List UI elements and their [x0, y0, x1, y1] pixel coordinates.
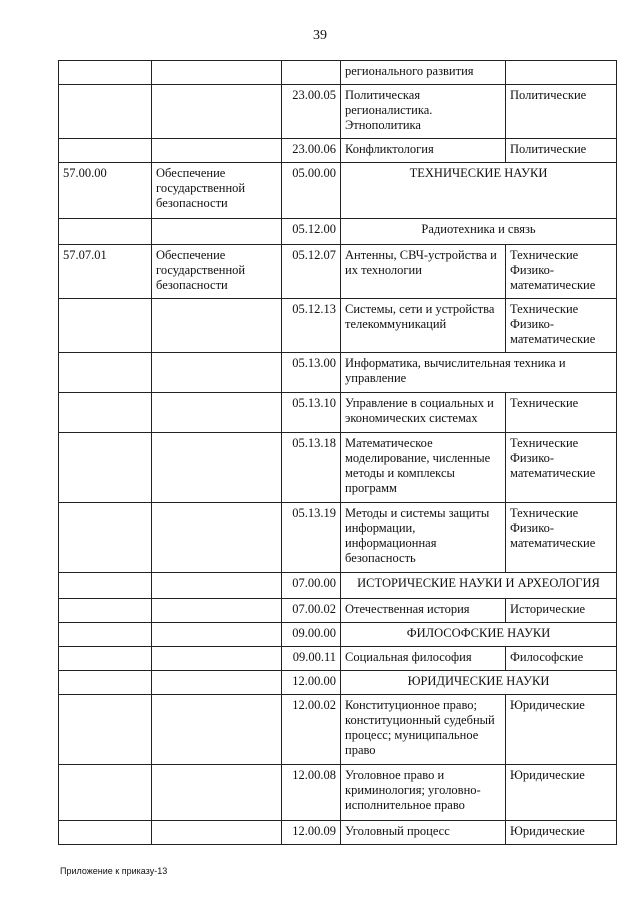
specialty-title: Математическое моделирование, численные методы и комплексы программ	[341, 433, 506, 503]
program-code	[59, 299, 152, 353]
program-name	[152, 503, 282, 573]
table-row	[59, 623, 617, 647]
specialty-code: 23.00.06	[282, 139, 341, 163]
program-name	[152, 433, 282, 503]
program-name	[152, 599, 282, 623]
table-row	[59, 245, 617, 299]
specialty-title: Управление в социальных и экономических системах	[341, 393, 506, 433]
table-row	[59, 599, 617, 623]
table-row	[59, 503, 617, 573]
program-code	[59, 821, 152, 845]
specialty-title: Информатика, вычислительная техника и управление	[341, 353, 617, 393]
program-name	[152, 139, 282, 163]
specialty-code: 05.12.13	[282, 299, 341, 353]
table-row	[59, 163, 617, 219]
program-name	[152, 299, 282, 353]
table-body	[59, 61, 617, 845]
program-name	[152, 695, 282, 765]
document-footer: Приложение к приказу-13	[60, 866, 168, 876]
specialty-code: 05.13.18	[282, 433, 341, 503]
specialty-code: 09.00.11	[282, 647, 341, 671]
degree-branch: Технические Физико-математические	[506, 299, 617, 353]
degree-branch: Технические Физико-математические	[506, 245, 617, 299]
section-heading: ФИЛОСОФСКИЕ НАУКИ	[341, 623, 617, 647]
section-heading: ТЕХНИЧЕСКИЕ НАУКИ	[341, 163, 617, 219]
specialty-code: 07.00.00	[282, 573, 341, 599]
program-code	[59, 85, 152, 139]
program-code	[59, 219, 152, 245]
section-heading: Радиотехника и связь	[341, 219, 617, 245]
degree-branch: Технические Физико-математические	[506, 503, 617, 573]
program-code	[59, 623, 152, 647]
degree-branch: Технические Физико-математические	[506, 433, 617, 503]
program-name	[152, 671, 282, 695]
specialty-title: Системы, сети и устройства телекоммуникаций	[341, 299, 506, 353]
degree-branch: Исторические	[506, 599, 617, 623]
table-row	[59, 821, 617, 845]
specialty-code: 05.13.19	[282, 503, 341, 573]
program-code	[59, 765, 152, 821]
specialty-code: 12.00.08	[282, 765, 341, 821]
specialty-code: 09.00.00	[282, 623, 341, 647]
table-row	[59, 573, 617, 599]
program-name	[152, 765, 282, 821]
degree-branch: Политические	[506, 139, 617, 163]
table-row	[59, 671, 617, 695]
specialty-title: Конфликтология	[341, 139, 506, 163]
degree-branch: Юридические	[506, 821, 617, 845]
program-name	[152, 85, 282, 139]
program-name	[152, 61, 282, 85]
program-code: 57.00.00	[59, 163, 152, 219]
specialty-code: 07.00.02	[282, 599, 341, 623]
specialty-code: 05.13.00	[282, 353, 341, 393]
degree-branch: Технические	[506, 393, 617, 433]
table-row	[59, 765, 617, 821]
program-name	[152, 393, 282, 433]
table-row	[59, 85, 617, 139]
table-row	[59, 353, 617, 393]
degree-branch: Юридические	[506, 765, 617, 821]
specialty-code: 05.12.00	[282, 219, 341, 245]
specialty-code: 05.00.00	[282, 163, 341, 219]
table-row	[59, 433, 617, 503]
program-code	[59, 393, 152, 433]
specialty-title: Отечественная история	[341, 599, 506, 623]
program-name	[152, 647, 282, 671]
program-code	[59, 353, 152, 393]
specialties-table	[58, 60, 617, 845]
program-code	[59, 503, 152, 573]
program-code	[59, 695, 152, 765]
program-name: Обеспечение государственной безопасности	[152, 245, 282, 299]
table-row	[59, 139, 617, 163]
specialty-code: 12.00.00	[282, 671, 341, 695]
degree-branch: Философские	[506, 647, 617, 671]
table-row	[59, 219, 617, 245]
specialty-title: Антенны, СВЧ-устройства и их технологии	[341, 245, 506, 299]
program-code	[59, 573, 152, 599]
table-row	[59, 61, 617, 85]
specialty-title: Уголовное право и криминология; уголовно-исполнительное право	[341, 765, 506, 821]
program-code	[59, 61, 152, 85]
program-name	[152, 623, 282, 647]
program-code	[59, 647, 152, 671]
specialty-code: 05.13.10	[282, 393, 341, 433]
table-row	[59, 695, 617, 765]
program-name: Обеспечение государственной безопасности	[152, 163, 282, 219]
specialty-title: регионального развития	[341, 61, 506, 85]
table-row	[59, 647, 617, 671]
specialty-title: Политическая регионалистика. Этнополитика	[341, 85, 506, 139]
program-code: 57.07.01	[59, 245, 152, 299]
specialty-title: Методы и системы защиты информации, информационная безопасность	[341, 503, 506, 573]
page-number: 39	[313, 28, 327, 43]
program-code	[59, 139, 152, 163]
degree-branch	[506, 61, 617, 85]
degree-branch: Политические	[506, 85, 617, 139]
specialty-code: 05.12.07	[282, 245, 341, 299]
program-name	[152, 353, 282, 393]
specialty-title: Социальная философия	[341, 647, 506, 671]
specialty-title: Конституционное право; конституционный судебный процесс; муниципальное право	[341, 695, 506, 765]
specialty-title: Уголовный процесс	[341, 821, 506, 845]
program-code	[59, 433, 152, 503]
specialty-code	[282, 61, 341, 85]
program-name	[152, 219, 282, 245]
table-row	[59, 299, 617, 353]
section-heading: ИСТОРИЧЕСКИЕ НАУКИ И АРХЕОЛОГИЯ	[341, 573, 617, 599]
program-code	[59, 599, 152, 623]
table-row	[59, 393, 617, 433]
section-heading: ЮРИДИЧЕСКИЕ НАУКИ	[341, 671, 617, 695]
program-code	[59, 671, 152, 695]
specialty-code: 23.00.05	[282, 85, 341, 139]
specialty-code: 12.00.09	[282, 821, 341, 845]
degree-branch: Юридические	[506, 695, 617, 765]
program-name	[152, 821, 282, 845]
specialty-code: 12.00.02	[282, 695, 341, 765]
program-name	[152, 573, 282, 599]
